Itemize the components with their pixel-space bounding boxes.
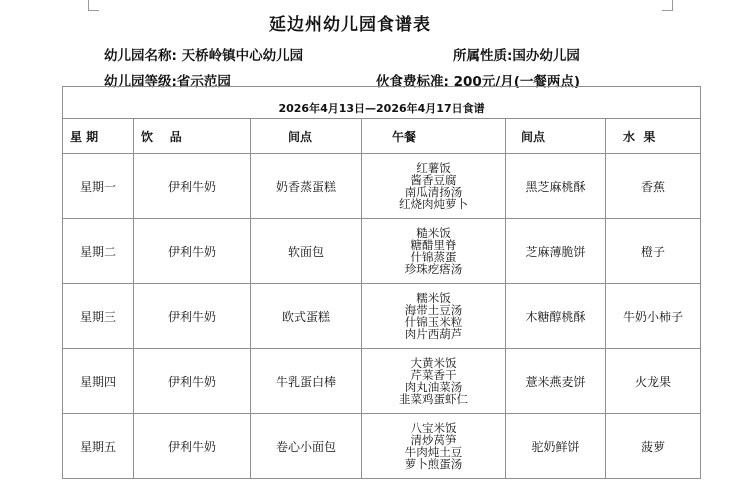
- table-row: [63, 349, 701, 414]
- meal-fee-standard: 伙食费标准: 200元/月(一餐两点): [376, 74, 581, 90]
- header-lunch: 午餐: [362, 119, 506, 154]
- drink-cell: 伊利牛奶: [134, 414, 251, 479]
- table-row: [63, 219, 701, 284]
- afternoon-snack-cell: 芝麻薄脆饼: [506, 219, 606, 284]
- header-morning-snack: 间点: [251, 119, 362, 154]
- drink-cell: 伊利牛奶: [134, 284, 251, 349]
- lunch-dish: 肉片西葫芦: [404, 327, 463, 341]
- table-row: [63, 414, 701, 479]
- lunch-dish: 糯米饭: [416, 291, 451, 305]
- kindergarten-level: 幼儿园等级:省示范园: [104, 74, 231, 90]
- morning-snack-cell: 软面包: [251, 219, 362, 284]
- lunch-dish: 八宝米饭: [410, 421, 457, 435]
- weekday-cell: 星期一: [63, 154, 134, 219]
- fruit-cell: 牛奶小柿子: [606, 284, 701, 349]
- drink-cell: 伊利牛奶: [134, 154, 251, 219]
- lunch-cell: [362, 349, 506, 414]
- lunch-dish: 肉丸油菜汤: [404, 380, 463, 394]
- header-weekday: 星 期: [63, 119, 134, 154]
- lunch-dish: 什锦玉米粒: [404, 315, 463, 329]
- lunch-dish: 珍珠疙瘩汤: [404, 262, 463, 276]
- kindergarten-name: 幼儿园名称: 天桥岭镇中心幼儿园: [104, 48, 304, 64]
- lunch-dish: 韭菜鸡蛋虾仁: [399, 392, 468, 406]
- drink-cell: 伊利牛奶: [134, 349, 251, 414]
- morning-snack-cell: 奶香蒸蛋糕: [251, 154, 362, 219]
- lunch-cell: [362, 414, 506, 479]
- lunch-cell: [362, 154, 506, 219]
- header-fruit: 水 果: [606, 119, 701, 154]
- weekday-cell: 星期二: [63, 219, 134, 284]
- drink-cell: 伊利牛奶: [134, 219, 251, 284]
- morning-snack-cell: 欧式蛋糕: [251, 284, 362, 349]
- lunch-dish: 什锦蒸蛋: [410, 250, 457, 264]
- table-row: [63, 284, 701, 349]
- lunch-cell: [362, 219, 506, 284]
- table-header-row: [63, 119, 701, 154]
- lunch-dish: 红烧肉炖萝卜: [399, 197, 468, 211]
- lunch-dish: 糙米饭: [416, 226, 451, 240]
- lunch-dish: 清炒莴笋: [410, 433, 457, 447]
- weekday-cell: 星期五: [63, 414, 134, 479]
- lunch-dish: 牛肉炖土豆: [404, 445, 463, 459]
- menu-table: [62, 86, 701, 479]
- menu-period: 2026年4月13日—2026年4月17日食谱: [63, 87, 701, 119]
- lunch-cell: [362, 284, 506, 349]
- lunch-dish: 糖醋里脊: [410, 238, 457, 252]
- weekday-cell: 星期三: [63, 284, 134, 349]
- fruit-cell: 橙子: [606, 219, 701, 284]
- page-title: 延边州幼儿园食谱表: [269, 15, 431, 35]
- afternoon-snack-cell: 木糖醇桃酥: [506, 284, 606, 349]
- lunch-dish: 红薯饭: [416, 161, 451, 175]
- lunch-dish: 海带土豆汤: [404, 303, 463, 317]
- afternoon-snack-cell: 黑芝麻桃酥: [506, 154, 606, 219]
- fruit-cell: 火龙果: [606, 349, 701, 414]
- lunch-dish: 大黄米饭: [410, 356, 457, 370]
- table-row: [63, 154, 701, 219]
- afternoon-snack-cell: 驼奶鲜饼: [506, 414, 606, 479]
- morning-snack-cell: 牛乳蛋白棒: [251, 349, 362, 414]
- lunch-dish: 萝卜煎蛋汤: [404, 457, 463, 471]
- fruit-cell: 香蕉: [606, 154, 701, 219]
- header-afternoon-snack: 间点: [506, 119, 606, 154]
- weekday-cell: 星期四: [63, 349, 134, 414]
- lunch-dish: 南瓜清扬汤: [404, 185, 463, 199]
- fruit-cell: 菠萝: [606, 414, 701, 479]
- kindergarten-nature: 所属性质:国办幼儿园: [453, 48, 580, 64]
- lunch-dish: 芹菜香干: [410, 368, 457, 382]
- header-drink: 饮 品: [134, 119, 251, 154]
- morning-snack-cell: 卷心小面包: [251, 414, 362, 479]
- afternoon-snack-cell: 薏米燕麦饼: [506, 349, 606, 414]
- lunch-dish: 酱香豆腐: [410, 173, 457, 187]
